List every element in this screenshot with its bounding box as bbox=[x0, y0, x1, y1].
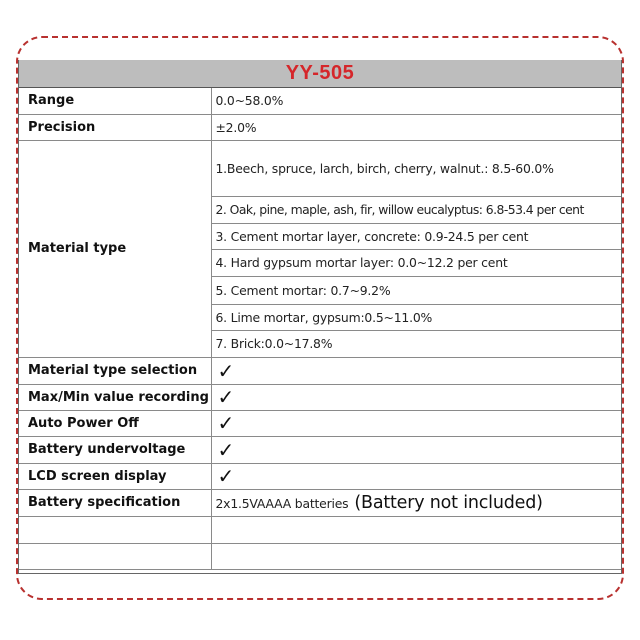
lcd-display-label: LCD screen display bbox=[19, 463, 211, 489]
product-model-title: YY-505 bbox=[285, 62, 355, 84]
table-row-battery-spec bbox=[19, 489, 621, 516]
material-item-3: 3. Cement mortar layer, concrete: 0.9-24.5 per cent bbox=[211, 223, 621, 249]
table-row-max-min bbox=[19, 384, 621, 410]
table-row-lcd-display bbox=[19, 463, 621, 489]
material-item-1: 1.Beech, spruce, larch, birch, cherry, walnut.: 8.5-60.0% bbox=[211, 140, 621, 196]
check-icon: ✓ bbox=[217, 358, 235, 383]
table-row-auto-power-off bbox=[19, 410, 621, 436]
spec-table bbox=[19, 88, 621, 570]
material-item-4: 4. Hard gypsum mortar layer: 0.0~12.2 per cent bbox=[211, 249, 621, 276]
table-row-range bbox=[19, 88, 621, 114]
precision-value: ±2.0% bbox=[211, 114, 621, 140]
material-type-label: Material type bbox=[19, 140, 211, 357]
empty-cell bbox=[19, 543, 211, 569]
material-item-7: 7. Brick:0.0~17.8% bbox=[211, 330, 621, 357]
check-icon: ✓ bbox=[217, 411, 235, 435]
title-bar bbox=[19, 60, 621, 88]
check-icon: ✓ bbox=[217, 464, 235, 488]
table-row-material-selection bbox=[19, 357, 621, 384]
battery-note: (Battery not included) bbox=[354, 492, 543, 513]
precision-label: Precision bbox=[19, 114, 211, 140]
spec-sheet bbox=[18, 60, 622, 574]
battery-spec-value: 2x1.5VAAAA batteries bbox=[215, 495, 349, 511]
table-row-empty-1 bbox=[19, 516, 621, 543]
battery-undervoltage-label: Battery undervoltage bbox=[19, 436, 211, 463]
range-label: Range bbox=[19, 88, 211, 114]
table-row-material-1 bbox=[19, 140, 621, 196]
battery-spec-label: Battery specification bbox=[19, 489, 211, 516]
table-row-empty-2 bbox=[19, 543, 621, 569]
table-row-battery-undervoltage bbox=[19, 436, 621, 463]
auto-power-off-label: Auto Power Off bbox=[19, 410, 211, 436]
material-item-5: 5. Cement mortar: 0.7~9.2% bbox=[211, 276, 621, 304]
table-row-precision bbox=[19, 114, 621, 140]
check-icon: ✓ bbox=[217, 385, 235, 409]
empty-cell bbox=[211, 516, 621, 543]
check-icon: ✓ bbox=[217, 437, 235, 462]
material-item-2: 2. Oak, pine, maple, ash, fir, willow eucalyptus: 6.8-53.4 per cent bbox=[211, 196, 621, 223]
material-selection-label: Material type selection bbox=[19, 357, 211, 384]
material-item-6: 6. Lime mortar, gypsum:0.5~11.0% bbox=[211, 304, 621, 330]
empty-cell bbox=[211, 543, 621, 569]
max-min-label: Max/Min value recording bbox=[19, 384, 211, 410]
empty-cell bbox=[19, 516, 211, 543]
range-value: 0.0~58.0% bbox=[211, 88, 621, 114]
